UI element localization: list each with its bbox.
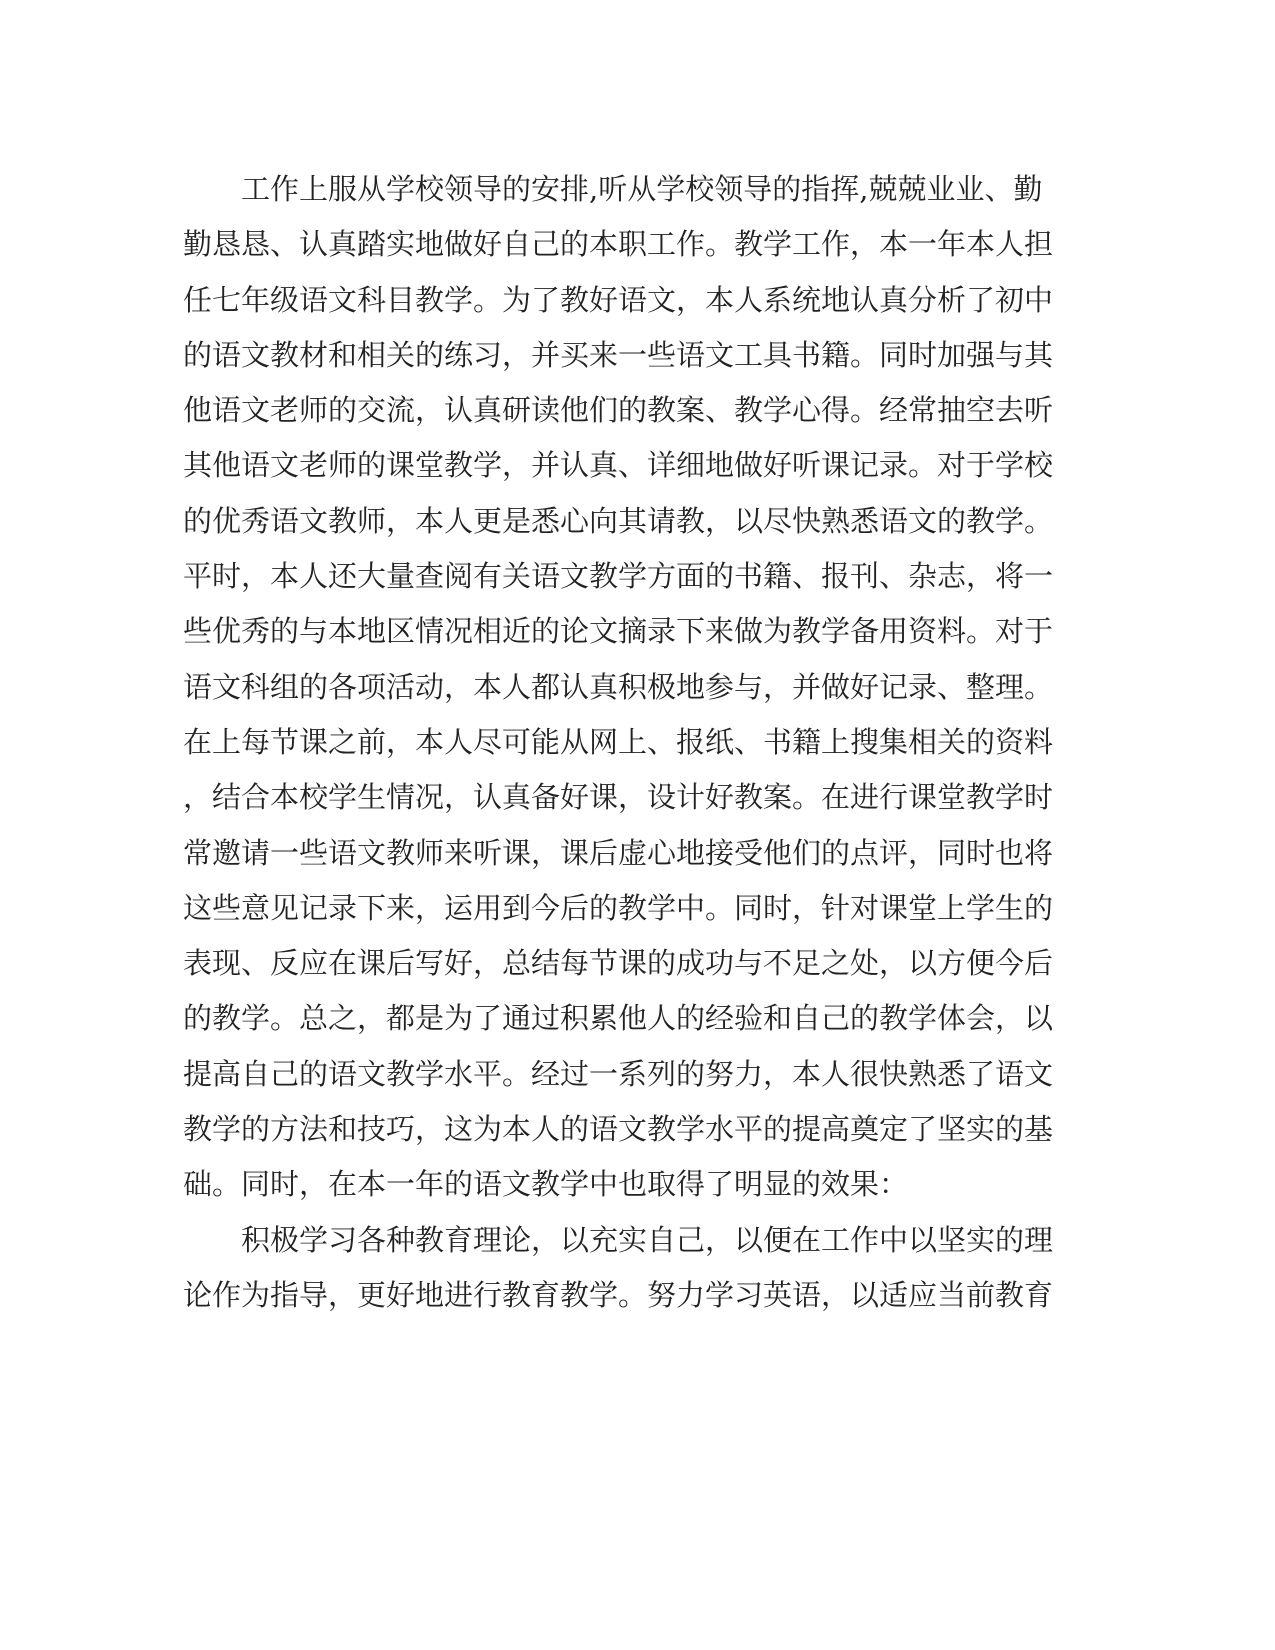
text-line: 的教学。总之，都是为了通过积累他人的经验和自己的教学体会，以 (183, 1001, 1054, 1036)
text-line: 提高自己的语文教学水平。经过一系列的努力，本人很快熟悉了语文 (183, 1056, 1054, 1091)
text-line: 其他语文老师的课堂教学，并认真、详细地做好听课记录。对于学校 (183, 448, 1054, 483)
text-line: 积极学习各种教育理论，以充实自己，以便在工作中以坚实的理 (183, 1222, 1054, 1257)
text-line: 任七年级语文科目教学。为了教好语文，本人系统地认真分析了初中 (183, 282, 1054, 317)
text-line: 语文科组的各项活动，本人都认真积极地参与，并做好记录、整理。 (183, 669, 1054, 704)
text-line: 些优秀的与本地区情况相近的论文摘录下来做为教学备用资料。对于 (183, 614, 1054, 649)
text-line: 这些意见记录下来，运用到今后的教学中。同时，针对课堂上学生的 (183, 890, 1054, 925)
text-line: ，结合本校学生情况，认真备好课，设计好教案。在进行课堂教学时 (183, 780, 1054, 815)
text-line: 工作上服从学校领导的安排,听从学校领导的指挥,兢兢业业、勤 (183, 172, 1043, 206)
text-line: 勤恳恳、认真踏实地做好自己的本职工作。教学工作，本一年本人担 (183, 227, 1054, 262)
text-line: 的语文教材和相关的练习，并买来一些语文工具书籍。同时加强与其 (183, 337, 1054, 372)
text-line: 他语文老师的交流，认真研读他们的教案、教学心得。经常抽空去听 (183, 393, 1054, 428)
text-line: 在上每节课之前，本人尽可能从网上、报纸、书籍上搜集相关的资料 (183, 724, 1054, 759)
text-line: 表现、反应在课后写好，总结每节课的成功与不足之处，以方便今后 (183, 946, 1054, 981)
text-line: 平时，本人还大量查阅有关语文教学方面的书籍、报刊、杂志，将一 (183, 559, 1054, 594)
text-line: 常邀请一些语文教师来听课，课后虚心地接受他们的点评，同时也将 (183, 835, 1054, 870)
body-text (183, 162, 1054, 1323)
text-line: 论作为指导，更好地进行教育教学。努力学习英语，以适应当前教育 (183, 1277, 1054, 1312)
text-line: 教学的方法和技巧，这为本人的语文教学水平的提高奠定了坚实的基 (183, 1112, 1054, 1147)
text-line: 的优秀语文教师，本人更是悉心向其请教，以尽快熟悉语文的教学。 (183, 503, 1054, 538)
text-line: 础。同时，在本一年的语文教学中也取得了明显的效果： (183, 1167, 909, 1202)
